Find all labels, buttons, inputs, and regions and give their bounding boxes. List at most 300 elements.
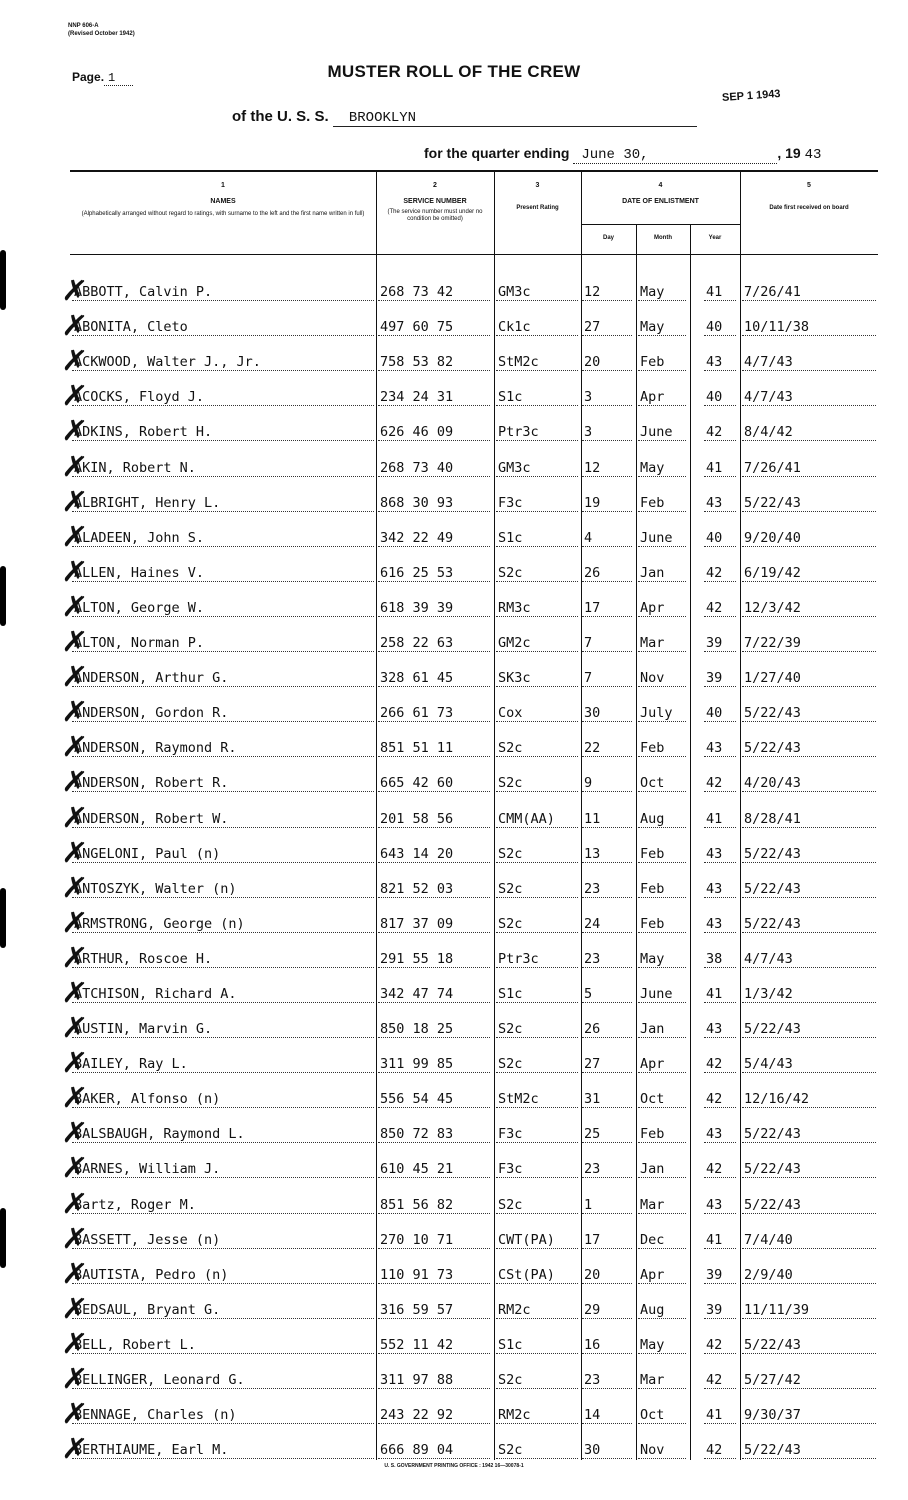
crew-received-date: 12/16/42 bbox=[744, 1091, 810, 1108]
crew-name: ALBRIGHT, Henry L. bbox=[74, 494, 221, 511]
crew-received-date: 9/20/40 bbox=[744, 529, 801, 546]
table-row bbox=[60, 970, 878, 1013]
crew-enlist-day: 29 bbox=[584, 1301, 601, 1318]
check-tick-icon: ✗ bbox=[60, 1009, 89, 1048]
table-row bbox=[60, 479, 878, 521]
check-tick-icon: ✗ bbox=[60, 1325, 89, 1364]
crew-enlist-month: Feb bbox=[640, 1126, 665, 1143]
crew-service-number: 270 10 71 bbox=[380, 1231, 454, 1248]
table-row bbox=[60, 759, 878, 802]
crew-enlist-year: 41 bbox=[706, 459, 723, 476]
crew-received-date: 5/22/43 bbox=[744, 1126, 801, 1143]
crew-received-date: 4/7/43 bbox=[744, 354, 793, 371]
table-row bbox=[60, 338, 878, 381]
crew-received-date: 7/22/39 bbox=[744, 635, 801, 652]
crew-enlist-year: 42 bbox=[706, 1056, 723, 1073]
check-tick-icon: ✗ bbox=[60, 658, 89, 697]
crew-received-date: 5/27/42 bbox=[744, 1372, 801, 1388]
page-number: Page. 1 bbox=[72, 70, 133, 85]
crew-enlist-month: Mar bbox=[640, 635, 665, 652]
col-header-enlistment: 4 DATE OF ENLISTMENT bbox=[622, 182, 699, 205]
crew-enlist-month: Mar bbox=[640, 1196, 665, 1213]
crew-enlist-year: 42 bbox=[706, 564, 723, 581]
crew-enlist-month: Jan bbox=[640, 564, 665, 581]
crew-rating: S2c bbox=[498, 1021, 523, 1038]
crew-rating: Ck1c bbox=[498, 319, 531, 336]
margin-punch-mark bbox=[0, 1208, 6, 1268]
check-tick-icon: ✗ bbox=[60, 834, 89, 872]
crew-received-date: 12/3/42 bbox=[744, 599, 801, 616]
crew-enlist-day: 23 bbox=[584, 1372, 601, 1388]
table-row bbox=[60, 935, 878, 978]
check-tick-icon: ✗ bbox=[60, 623, 89, 662]
check-tick-icon: ✗ bbox=[60, 1044, 89, 1083]
crew-rating: CSt(PA) bbox=[498, 1266, 555, 1283]
crew-enlist-year: 43 bbox=[706, 354, 723, 371]
table-row bbox=[60, 303, 878, 346]
crew-rating: CWT(PA) bbox=[498, 1231, 555, 1248]
check-tick-icon: ✗ bbox=[60, 764, 89, 802]
crew-enlist-day: 17 bbox=[584, 599, 601, 616]
crew-service-number: 291 55 18 bbox=[380, 950, 454, 967]
quarter-label: for the quarter ending bbox=[424, 145, 570, 161]
crew-enlist-month: Apr bbox=[640, 389, 665, 406]
crew-enlist-year: 40 bbox=[706, 705, 723, 722]
crew-rating: S2c bbox=[498, 845, 523, 862]
crew-rating: Cox bbox=[498, 705, 523, 722]
crew-enlist-day: 30 bbox=[584, 705, 601, 722]
crew-name: ANDERSON, Robert W. bbox=[74, 810, 229, 827]
crew-name: ACOCKS, Floyd J. bbox=[74, 389, 205, 406]
crew-enlist-day: 17 bbox=[584, 1231, 601, 1248]
crew-enlist-year: 42 bbox=[706, 1161, 723, 1178]
check-tick-icon: ✗ bbox=[60, 1080, 89, 1118]
col-header-received: 5 Date first received on board bbox=[769, 182, 849, 211]
ship-name: BROOKLYN bbox=[333, 110, 697, 127]
crew-enlist-month: May bbox=[640, 284, 665, 301]
crew-enlist-month: Dec bbox=[640, 1231, 665, 1248]
crew-rating: StM2c bbox=[498, 354, 539, 371]
crew-enlist-month: Feb bbox=[640, 845, 665, 862]
crew-received-date: 5/22/43 bbox=[744, 1196, 801, 1213]
crew-enlist-year: 43 bbox=[706, 1196, 723, 1213]
margin-punch-mark bbox=[0, 888, 6, 948]
crew-enlist-year: 42 bbox=[706, 424, 723, 441]
check-tick-icon: ✗ bbox=[60, 1185, 89, 1223]
table-row bbox=[60, 865, 878, 907]
table-row bbox=[60, 689, 878, 732]
table-row bbox=[60, 549, 878, 592]
crew-enlist-year: 39 bbox=[706, 635, 723, 652]
crew-name: BEDSAUL, Bryant G. bbox=[74, 1301, 221, 1318]
crew-name: ANDERSON, Gordon R. bbox=[74, 705, 229, 722]
crew-enlist-year: 42 bbox=[706, 1442, 723, 1459]
check-tick-icon: ✗ bbox=[60, 869, 89, 907]
crew-enlist-year: 43 bbox=[706, 915, 723, 932]
crew-enlist-month: June bbox=[640, 985, 673, 1002]
check-tick-icon: ✗ bbox=[60, 553, 89, 592]
crew-enlist-month: Feb bbox=[640, 915, 665, 932]
crew-enlist-year: 40 bbox=[706, 319, 723, 336]
table-row bbox=[60, 1251, 878, 1293]
crew-enlist-day: 3 bbox=[584, 424, 593, 441]
quarter-line bbox=[424, 145, 821, 164]
crew-enlist-day: 24 bbox=[584, 915, 601, 932]
crew-enlist-day: 12 bbox=[584, 284, 601, 301]
crew-enlist-year: 41 bbox=[706, 1231, 723, 1248]
crew-name: BELL, Robert L. bbox=[74, 1336, 196, 1353]
crew-enlist-day: 20 bbox=[584, 354, 601, 371]
crew-rating: RM3c bbox=[498, 599, 531, 616]
crew-enlist-day: 14 bbox=[584, 1407, 601, 1424]
crew-enlist-day: 13 bbox=[584, 845, 601, 862]
crew-name: ATCHISON, Richard A. bbox=[74, 985, 237, 1002]
crew-service-number: 851 51 11 bbox=[380, 740, 454, 757]
crew-service-number: 666 89 04 bbox=[380, 1442, 454, 1459]
table-row bbox=[60, 1356, 878, 1399]
crew-name: ACKWOOD, Walter J., Jr. bbox=[74, 354, 261, 371]
check-tick-icon: ✗ bbox=[60, 413, 89, 451]
crew-name: Bartz, Roger M. bbox=[74, 1196, 196, 1213]
crew-received-date: 5/22/43 bbox=[744, 1336, 801, 1353]
crew-enlist-year: 41 bbox=[706, 1407, 723, 1424]
margin-punch-mark bbox=[0, 250, 6, 310]
quarter-date: June 30, bbox=[573, 147, 777, 164]
crew-service-number: 268 73 42 bbox=[380, 284, 454, 301]
crew-service-number: 497 60 75 bbox=[380, 319, 454, 336]
crew-enlist-day: 26 bbox=[584, 1021, 601, 1038]
crew-enlist-year: 39 bbox=[706, 670, 723, 687]
crew-name: ABBOTT, Calvin P. bbox=[74, 284, 213, 301]
crew-name: ANDERSON, Arthur G. bbox=[74, 670, 229, 687]
table-row bbox=[60, 830, 878, 872]
crew-service-number: 552 11 42 bbox=[380, 1336, 454, 1353]
check-tick-icon: ✗ bbox=[60, 518, 89, 556]
crew-name: BAILEY, Ray L. bbox=[74, 1056, 188, 1073]
crew-service-number: 618 39 39 bbox=[380, 599, 454, 616]
crew-received-date: 5/22/43 bbox=[744, 1161, 801, 1178]
check-tick-icon: ✗ bbox=[60, 1255, 89, 1293]
col-header-year: Year bbox=[708, 235, 722, 241]
table-row bbox=[60, 514, 878, 556]
crew-rating: S2c bbox=[498, 775, 523, 792]
crew-service-number: 342 22 49 bbox=[380, 529, 454, 546]
crew-name: ALTON, Norman P. bbox=[74, 635, 205, 652]
crew-enlist-day: 5 bbox=[584, 985, 593, 1002]
check-tick-icon: ✗ bbox=[60, 939, 89, 978]
crew-enlist-day: 1 bbox=[584, 1196, 593, 1213]
crew-received-date: 5/22/43 bbox=[744, 915, 801, 932]
check-tick-icon: ✗ bbox=[60, 272, 89, 311]
table-row bbox=[60, 654, 878, 697]
ship-label: of the U. S. S. bbox=[232, 108, 329, 125]
crew-name: BARNES, William J. bbox=[74, 1161, 221, 1178]
crew-enlist-year: 38 bbox=[706, 950, 723, 967]
table-row bbox=[60, 619, 878, 662]
table-row bbox=[60, 1286, 878, 1329]
crew-enlist-day: 3 bbox=[584, 389, 593, 406]
crew-enlist-year: 43 bbox=[706, 1126, 723, 1143]
check-tick-icon: ✗ bbox=[60, 729, 89, 767]
check-tick-icon: ✗ bbox=[60, 448, 89, 486]
crew-received-date: 5/22/43 bbox=[744, 880, 801, 897]
crew-enlist-year: 42 bbox=[706, 599, 723, 616]
printing-office-footer: U. S. GOVERNMENT PRINTING OFFICE : 1942 16—30078-1 bbox=[384, 1463, 524, 1469]
crew-service-number: 758 53 82 bbox=[380, 354, 454, 371]
check-tick-icon: ✗ bbox=[60, 1115, 89, 1153]
table-row bbox=[60, 724, 878, 767]
crew-received-date: 11/11/39 bbox=[744, 1301, 810, 1318]
table-row bbox=[60, 1040, 878, 1083]
col-header-service-number: 2 SERVICE NUMBER (The service number must under no condition be omitted) bbox=[387, 182, 483, 222]
crew-received-date: 6/19/42 bbox=[744, 564, 801, 581]
check-tick-icon: ✗ bbox=[60, 1290, 89, 1329]
page-label: Page bbox=[72, 70, 101, 84]
table-row bbox=[60, 1180, 878, 1223]
check-tick-icon: ✗ bbox=[60, 1430, 89, 1469]
crew-rating: RM2c bbox=[498, 1301, 531, 1318]
check-tick-icon: ✗ bbox=[60, 307, 89, 346]
crew-service-number: 868 30 93 bbox=[380, 494, 454, 511]
crew-enlist-year: 42 bbox=[706, 775, 723, 792]
crew-service-number: 266 61 73 bbox=[380, 705, 454, 722]
crew-name: AKIN, Robert N. bbox=[74, 459, 196, 476]
crew-name: ALLEN, Haines V. bbox=[74, 564, 205, 581]
crew-name: ANDERSON, Robert R. bbox=[74, 775, 229, 792]
form-revised: (Revised October 1942) bbox=[68, 31, 135, 37]
crew-rating: RM2c bbox=[498, 1407, 531, 1424]
crew-enlist-day: 4 bbox=[584, 529, 593, 546]
crew-enlist-month: Oct bbox=[640, 775, 665, 792]
crew-name: ARTHUR, Roscoe H. bbox=[74, 950, 213, 967]
crew-name: BASSETT, Jesse (n) bbox=[74, 1231, 221, 1248]
crew-rating: S2c bbox=[498, 880, 523, 897]
crew-name: ALTON, George W. bbox=[74, 599, 205, 616]
crew-rating: S1c bbox=[498, 985, 523, 1002]
crew-rating: S2c bbox=[498, 740, 523, 757]
col-header-day: Day bbox=[602, 235, 614, 241]
crew-enlist-day: 30 bbox=[584, 1442, 601, 1459]
crew-enlist-day: 11 bbox=[584, 810, 601, 827]
crew-received-date: 4/20/43 bbox=[744, 775, 801, 792]
crew-received-date: 1/3/42 bbox=[744, 985, 793, 1002]
crew-enlist-day: 23 bbox=[584, 950, 601, 967]
crew-service-number: 850 72 83 bbox=[380, 1126, 454, 1143]
crew-service-number: 311 99 85 bbox=[380, 1056, 454, 1073]
col-header-rating: 3 Present Rating bbox=[516, 182, 559, 211]
received-stamp: SEP 1 1943 bbox=[721, 87, 781, 105]
crew-rating: GM3c bbox=[498, 284, 531, 301]
crew-service-number: 342 47 74 bbox=[380, 985, 454, 1002]
crew-enlist-month: Aug bbox=[640, 1301, 665, 1318]
col-header-names: 1 NAMES (Alphabetically arranged without regard to ratings, with surname to the left and the first name written in full) bbox=[81, 182, 365, 217]
check-tick-icon: ✗ bbox=[60, 1150, 89, 1188]
crew-service-number: 821 52 03 bbox=[380, 880, 454, 897]
crew-enlist-year: 40 bbox=[706, 529, 723, 546]
crew-name: BALSBAUGH, Raymond L. bbox=[74, 1126, 245, 1143]
table-row bbox=[60, 1005, 878, 1048]
crew-service-number: 243 22 92 bbox=[380, 1407, 454, 1424]
crew-service-number: 610 45 21 bbox=[380, 1161, 454, 1178]
table-row bbox=[60, 900, 878, 943]
crew-enlist-day: 23 bbox=[584, 880, 601, 897]
check-tick-icon: ✗ bbox=[60, 694, 89, 732]
crew-enlist-day: 31 bbox=[584, 1091, 601, 1108]
crew-name: ADKINS, Robert H. bbox=[74, 424, 213, 441]
crew-enlist-day: 25 bbox=[584, 1126, 601, 1143]
crew-enlist-month: May bbox=[640, 1336, 665, 1353]
table-row bbox=[60, 1110, 878, 1153]
crew-received-date: 8/4/42 bbox=[744, 424, 793, 441]
crew-service-number: 556 54 45 bbox=[380, 1091, 454, 1108]
crew-service-number: 616 25 53 bbox=[380, 564, 454, 581]
crew-name: ABONITA, Cleto bbox=[74, 319, 188, 336]
crew-enlist-day: 26 bbox=[584, 564, 601, 581]
crew-enlist-month: Oct bbox=[640, 1091, 665, 1108]
crew-service-number: 234 24 31 bbox=[380, 389, 454, 406]
page-title: MUSTER ROLL OF THE CREW bbox=[327, 62, 581, 81]
crew-service-number: 311 97 88 bbox=[380, 1372, 454, 1388]
margin-punch-mark bbox=[0, 566, 6, 626]
crew-enlist-year: 41 bbox=[706, 985, 723, 1002]
col-header-month: Month bbox=[654, 235, 672, 241]
crew-received-date: 10/11/38 bbox=[744, 319, 810, 336]
crew-enlist-year: 42 bbox=[706, 1091, 723, 1108]
crew-service-number: 817 37 09 bbox=[380, 915, 454, 932]
crew-service-number: 850 18 25 bbox=[380, 1021, 454, 1038]
crew-received-date: 5/4/43 bbox=[744, 1056, 793, 1073]
crew-enlist-day: 9 bbox=[584, 775, 593, 792]
crew-enlist-day: 27 bbox=[584, 319, 601, 336]
crew-received-date: 5/22/43 bbox=[744, 845, 801, 862]
crew-rating: S2c bbox=[498, 1056, 523, 1073]
crew-enlist-day: 16 bbox=[584, 1336, 601, 1353]
crew-service-number: 626 46 09 bbox=[380, 424, 454, 441]
table-row bbox=[60, 443, 878, 486]
crew-enlist-month: May bbox=[640, 319, 665, 336]
crew-received-date: 8/28/41 bbox=[744, 810, 801, 827]
crew-enlist-year: 43 bbox=[706, 880, 723, 897]
check-tick-icon: ✗ bbox=[60, 1395, 89, 1434]
crew-name: ANTOSZYK, Walter (n) bbox=[74, 880, 237, 897]
crew-service-number: 201 58 56 bbox=[380, 810, 454, 827]
crew-received-date: 7/4/40 bbox=[744, 1231, 793, 1248]
crew-enlist-month: Oct bbox=[640, 1407, 665, 1424]
crew-service-number: 258 22 63 bbox=[380, 635, 454, 652]
quarter-year: 43 bbox=[804, 147, 822, 163]
crew-enlist-month: Nov bbox=[640, 670, 665, 687]
table-row bbox=[60, 1145, 878, 1188]
crew-name: ANDERSON, Raymond R. bbox=[74, 740, 237, 757]
table-row bbox=[60, 408, 878, 451]
crew-name: ARMSTRONG, George (n) bbox=[74, 915, 245, 932]
crew-received-date: 5/22/43 bbox=[744, 494, 801, 511]
crew-enlist-day: 12 bbox=[584, 459, 601, 476]
table-row bbox=[60, 1075, 878, 1118]
crew-rating: Ptr3c bbox=[498, 950, 539, 967]
table-row bbox=[60, 268, 878, 311]
crew-received-date: 4/7/43 bbox=[744, 950, 793, 967]
crew-enlist-month: Aug bbox=[640, 810, 665, 827]
crew-enlist-day: 22 bbox=[584, 740, 601, 757]
crew-name: BENNAGE, Charles (n) bbox=[74, 1407, 237, 1424]
table-row bbox=[60, 1391, 878, 1434]
crew-received-date: 5/22/43 bbox=[744, 1442, 801, 1459]
crew-enlist-month: Apr bbox=[640, 1266, 665, 1283]
crew-name: ALADEEN, John S. bbox=[74, 529, 205, 546]
crew-enlist-year: 43 bbox=[706, 740, 723, 757]
crew-rating: S1c bbox=[498, 389, 523, 406]
crew-rating: F3c bbox=[498, 1126, 523, 1143]
form-id bbox=[68, 22, 135, 38]
crew-enlist-month: Apr bbox=[640, 1056, 665, 1073]
crew-enlist-month: Feb bbox=[640, 880, 665, 897]
table-row bbox=[60, 584, 878, 627]
crew-received-date: 4/7/43 bbox=[744, 389, 793, 406]
crew-service-number: 110 91 73 bbox=[380, 1266, 454, 1283]
crew-enlist-month: June bbox=[640, 529, 673, 546]
crew-rating: F3c bbox=[498, 1161, 523, 1178]
check-tick-icon: ✗ bbox=[60, 343, 89, 381]
crew-name: ANGELONI, Paul (n) bbox=[74, 845, 221, 862]
crew-rating: S2c bbox=[498, 915, 523, 932]
crew-enlist-month: Apr bbox=[640, 599, 665, 616]
crew-enlist-month: Jan bbox=[640, 1161, 665, 1178]
crew-rating: S2c bbox=[498, 1442, 523, 1459]
crew-rating: GM2c bbox=[498, 635, 531, 652]
crew-service-number: 316 59 57 bbox=[380, 1301, 454, 1318]
crew-name: BERTHIAUME, Earl M. bbox=[74, 1442, 229, 1459]
ship-line bbox=[232, 108, 697, 127]
crew-enlist-month: July bbox=[640, 705, 673, 722]
crew-enlist-month: Feb bbox=[640, 740, 665, 757]
crew-received-date: 9/30/37 bbox=[744, 1407, 801, 1424]
check-tick-icon: ✗ bbox=[60, 904, 89, 943]
check-tick-icon: ✗ bbox=[60, 1220, 89, 1258]
crew-enlist-month: Feb bbox=[640, 494, 665, 511]
crew-enlist-year: 40 bbox=[706, 389, 723, 406]
crew-enlist-month: May bbox=[640, 459, 665, 476]
crew-received-date: 1/27/40 bbox=[744, 670, 801, 687]
crew-enlist-year: 42 bbox=[706, 1336, 723, 1353]
crew-received-date: 2/9/40 bbox=[744, 1266, 793, 1283]
crew-enlist-day: 7 bbox=[584, 670, 593, 687]
crew-enlist-month: Nov bbox=[640, 1442, 665, 1459]
page-number-value: 1 bbox=[104, 71, 133, 86]
crew-enlist-year: 43 bbox=[706, 845, 723, 862]
crew-rating: S2c bbox=[498, 564, 523, 581]
crew-rating: S1c bbox=[498, 1336, 523, 1353]
crew-name: BELLINGER, Leonard G. bbox=[74, 1372, 245, 1388]
crew-rating: StM2c bbox=[498, 1091, 539, 1108]
check-tick-icon: ✗ bbox=[60, 974, 89, 1013]
check-tick-icon: ✗ bbox=[60, 799, 89, 837]
crew-service-number: 851 56 82 bbox=[380, 1196, 454, 1213]
crew-service-number: 268 73 40 bbox=[380, 459, 454, 476]
crew-received-date: 7/26/41 bbox=[744, 284, 801, 301]
crew-enlist-month: Mar bbox=[640, 1372, 665, 1388]
crew-received-date: 5/22/43 bbox=[744, 1021, 801, 1038]
check-tick-icon: ✗ bbox=[60, 1360, 89, 1399]
crew-rating: S1c bbox=[498, 529, 523, 546]
crew-enlist-month: June bbox=[640, 424, 673, 441]
crew-enlist-year: 39 bbox=[706, 1301, 723, 1318]
crew-rating: S2c bbox=[498, 1196, 523, 1213]
crew-name: BAKER, Alfonso (n) bbox=[74, 1091, 221, 1108]
crew-enlist-year: 42 bbox=[706, 1372, 723, 1388]
crew-enlist-month: Feb bbox=[640, 354, 665, 371]
crew-service-number: 665 42 60 bbox=[380, 775, 454, 792]
